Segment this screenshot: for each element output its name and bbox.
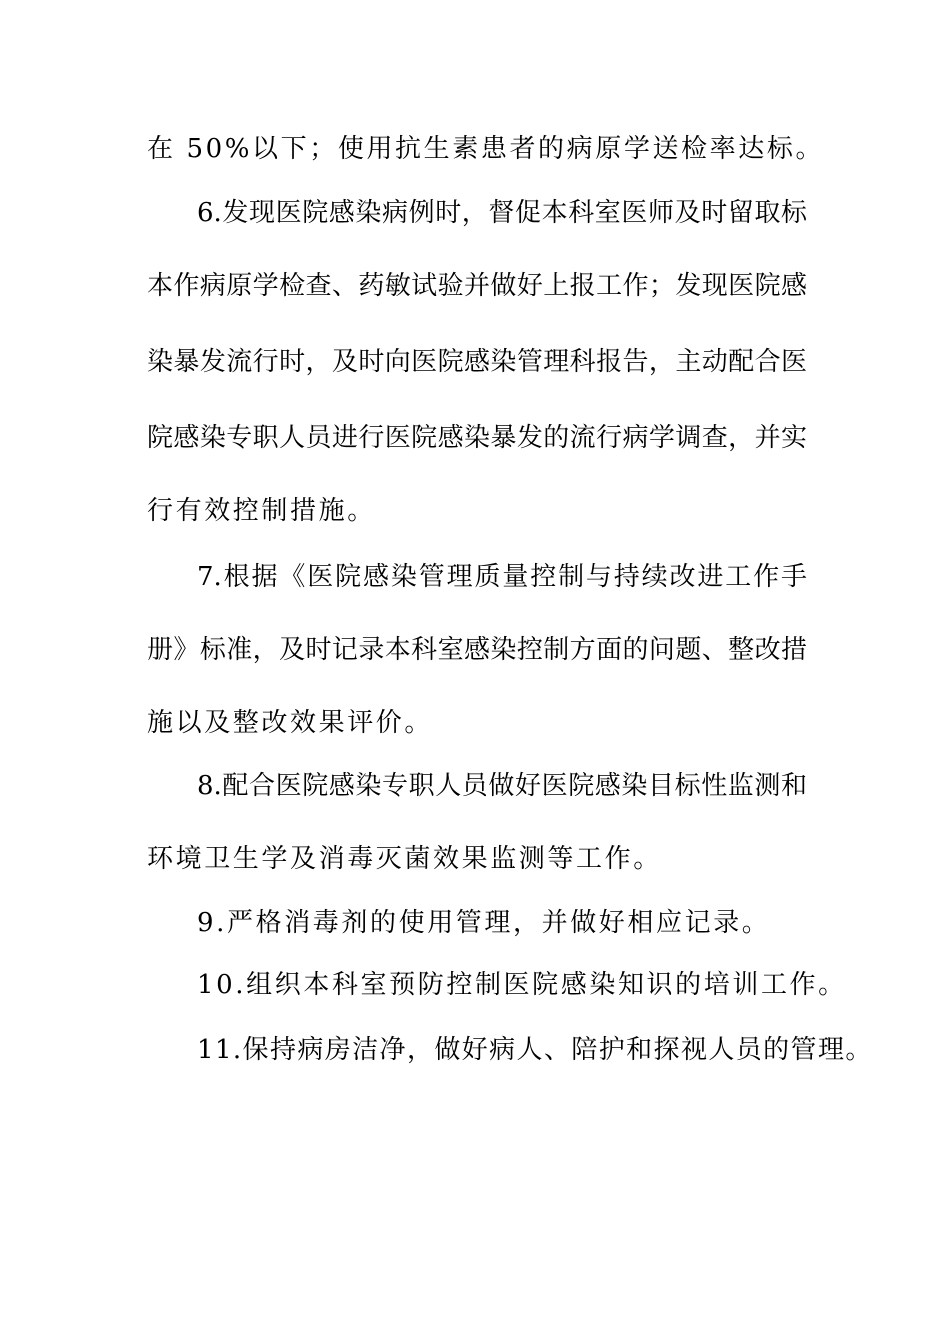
text-line-6: 行有效控制措施。 xyxy=(147,496,376,526)
text-line-3: 本作病原学检查、药敏试验并做好上报工作；发现医院感 xyxy=(147,271,807,301)
text-line-10: 8.配合医院感染专职人员做好医院感染目标性监测和 xyxy=(197,771,807,801)
text-line-1: 在 50%以下；使用抗生素患者的病原学送检率达标。 xyxy=(147,134,825,164)
text-line-14: 11.保持病房洁净，做好病人、陪护和探视人员的管理。 xyxy=(197,1035,873,1065)
text-line-5: 院感染专职人员进行医院感染暴发的流行病学调查，并实 xyxy=(147,423,807,453)
text-line-8: 册》标准，及时记录本科室感染控制方面的问题、整改措 xyxy=(147,635,807,665)
text-line-7: 7.根据《医院感染管理质量控制与持续改进工作手 xyxy=(197,562,807,592)
text-line-11: 环境卫生学及消毒灭菌效果监测等工作。 xyxy=(147,844,662,874)
text-line-4: 染暴发流行时，及时向医院感染管理科报告，主动配合医 xyxy=(147,347,807,377)
text-line-13: 10.组织本科室预防控制医院感染知识的培训工作。 xyxy=(197,970,847,1000)
text-line-9: 施以及整改效果评价。 xyxy=(147,708,434,738)
text-line-12: 9.严格消毒剂的使用管理，并做好相应记录。 xyxy=(197,908,771,938)
text-line-2: 6.发现医院感染病例时，督促本科室医师及时留取标 xyxy=(197,198,807,228)
